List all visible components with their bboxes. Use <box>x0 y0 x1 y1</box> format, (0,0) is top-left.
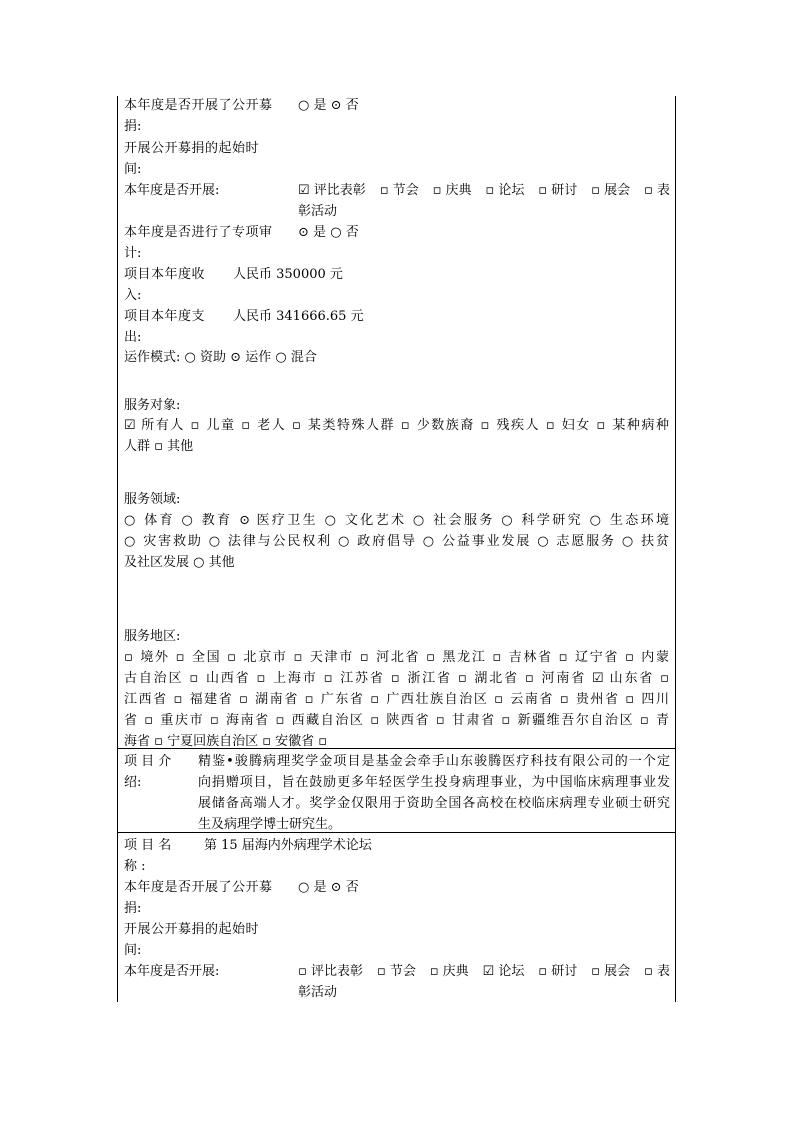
service-region-line-4: 省 ▫ 重庆市 ▫ 海南省 ▫ 西藏自治区 ▫ 陕西省 ▫ 甘肃省 ▫ 新疆维吾尔自治区 ▫ 青 <box>124 713 669 728</box>
checkbox-icon: ☑ <box>482 964 495 979</box>
radio-yes-icon: ⊙ <box>298 225 309 240</box>
intro-text-line-4: 生及病理学博士研究生。 <box>198 817 342 832</box>
service-region-label: 服务地区: <box>124 629 181 644</box>
option-item <box>485 183 524 199</box>
option-item <box>644 964 670 980</box>
option-item <box>433 183 472 199</box>
income-label-cont: 入: <box>124 288 142 303</box>
checkbox-icon: ▫ <box>644 964 653 979</box>
fundraising-start-label: 开展公开募捐的起始时 <box>124 141 260 156</box>
option-item <box>298 964 363 980</box>
radio-no-label: 否 <box>345 880 359 895</box>
option-label: 庆典 <box>442 964 469 979</box>
expense-value: 人民币 341666.65 元 <box>233 309 364 324</box>
special-audit-label-cont: 计: <box>124 246 142 261</box>
option-item <box>230 350 271 365</box>
option-item <box>377 964 416 980</box>
project-name-value: 第 15 届海内外病理学术论坛 <box>204 838 372 853</box>
checkbox-icon: ▫ <box>538 183 548 198</box>
intro-label: 项 目 介 <box>124 754 172 769</box>
option-item <box>185 350 227 365</box>
option-label: 表 <box>656 964 670 979</box>
radio-yes-label: 是 <box>313 880 327 895</box>
public-fundraising-label-cont: 捐: <box>124 119 142 134</box>
activities-options-cont: 彰活动 <box>298 204 338 219</box>
public-fundraising-label-2: 本年度是否开展了公开募 <box>124 880 273 895</box>
service-field-line-2: ○ 灾害救助 ○ 法律与公民权利 ○ 政府倡导 ○ 公益事业发展 ○ 志愿服务 ○ 扶贫 <box>124 534 669 549</box>
service-target-label: 服务对象: <box>124 398 181 413</box>
service-field-line-3: 及社区发展 ○ 其他 <box>124 555 235 570</box>
income-label: 项目本年度收 <box>124 267 206 282</box>
table-left-border <box>117 96 118 1002</box>
option-item <box>275 350 317 365</box>
operation-mode-options <box>185 350 317 365</box>
activities-label: 本年度是否开展: <box>124 183 220 198</box>
radio-no-label: 否 <box>345 225 359 240</box>
checkbox-icon: ▫ <box>432 183 442 198</box>
option-label: 论坛 <box>498 183 525 198</box>
option-label: 研讨 <box>551 183 578 198</box>
option-item <box>538 183 577 199</box>
option-label: 展会 <box>604 964 631 979</box>
activities-options <box>298 183 670 199</box>
service-region-line-5: 海省 ▫ 宁夏回族自治区 ▫ 安徽省 ▫ <box>124 734 328 749</box>
fundraising-start-label-2-cont: 间: <box>124 943 142 958</box>
checkbox-icon: ▫ <box>376 964 386 979</box>
activities-options-2-cont: 彰活动 <box>298 985 338 1000</box>
radio-no-icon: ⊙ <box>330 880 342 895</box>
service-region-line-2: 古自治区 ▫ 山西省 ▫ 上海市 ▫ 江苏省 ▫ 浙江省 ▫ 湖北省 ▫ 河南省 ☑ 山东省 ▫ <box>124 671 669 686</box>
activities-options-2 <box>298 964 670 980</box>
radio-yes-label: 是 <box>313 225 327 240</box>
radio-yes-label: 是 <box>313 98 327 113</box>
intro-text-line-1: 精鉴•骏腾病理奖学金项目是基金会牵手山东骏腾医疗科技有限公司的一个定 <box>198 754 670 769</box>
public-fundraising-options <box>298 98 359 114</box>
radio-no-icon: ○ <box>330 225 342 240</box>
fundraising-start-label-cont: 间: <box>124 162 142 177</box>
radio-no-label: 否 <box>345 98 359 113</box>
option-item <box>380 183 419 199</box>
checkbox-icon: ○ <box>275 350 287 365</box>
option-item <box>591 183 630 199</box>
special-audit-label: 本年度是否进行了专项审 <box>124 225 273 240</box>
intro-text-line-2: 向捐赠项目，旨在鼓励更多年轻医学生投身病理事业，为中国临床病理事业发 <box>198 775 670 790</box>
checkbox-icon: ▫ <box>644 183 653 198</box>
service-region-line-1: ▫ 境外 ▫ 全国 ▫ 北京市 ▫ 天津市 ▫ 河北省 ▫ 黑龙江 ▫ 吉林省 ▫ 辽宁省 ▫ 内蒙 <box>124 650 669 665</box>
option-item <box>430 964 469 980</box>
option-label: 评比表彰 <box>310 964 363 979</box>
table-right-border <box>675 96 676 1002</box>
checkbox-icon: ▫ <box>429 964 439 979</box>
checkbox-icon: ▫ <box>379 183 389 198</box>
operation-mode <box>124 350 317 366</box>
option-label: 研讨 <box>551 964 578 979</box>
checkbox-icon: ▫ <box>538 964 548 979</box>
income-value: 人民币 350000 元 <box>233 267 343 282</box>
public-fundraising-options-2 <box>298 880 359 896</box>
project-name-label-cont: 称 : <box>124 859 146 874</box>
checkbox-icon: ○ <box>184 350 196 365</box>
option-label: 资助 <box>200 350 227 365</box>
option-item <box>298 183 366 199</box>
public-fundraising-label: 本年度是否开展了公开募 <box>124 98 273 113</box>
checkbox-icon: ☑ <box>298 183 310 198</box>
option-label: 表 <box>656 183 670 198</box>
option-label: 混合 <box>290 350 317 365</box>
option-label: 庆典 <box>445 183 472 198</box>
checkbox-icon: ▫ <box>591 183 600 198</box>
option-label: 论坛 <box>498 964 525 979</box>
service-field-label: 服务领域: <box>124 492 181 507</box>
radio-yes-icon: ○ <box>298 880 310 895</box>
option-label: 运作 <box>245 350 272 365</box>
option-label: 节会 <box>392 183 419 198</box>
service-region-line-3: 江西省 ▫ 福建省 ▫ 湖南省 ▫ 广东省 ▫ 广西壮族自治区 ▫ 云南省 ▫ 贵州省 ▫ 四川 <box>124 692 669 707</box>
checkbox-icon: ▫ <box>298 964 307 979</box>
option-item <box>483 964 525 980</box>
option-item <box>538 964 577 980</box>
radio-no-icon: ⊙ <box>330 98 342 113</box>
checkbox-icon: ▫ <box>485 183 495 198</box>
fundraising-start-label-2: 开展公开募捐的起始时 <box>124 922 260 937</box>
checkbox-icon: ▫ <box>591 964 600 979</box>
option-label: 展会 <box>604 183 631 198</box>
intro-label-cont: 绍: <box>124 775 142 790</box>
radio-yes-icon: ○ <box>298 98 310 113</box>
project-name-label: 项 目 名 <box>124 838 172 853</box>
service-target-line-2: 人群 ▫ 其他 <box>124 439 194 454</box>
public-fundraising-label-2-cont: 捐: <box>124 901 142 916</box>
option-item <box>644 183 670 199</box>
service-target-line-1: ☑ 所有人 ▫ 儿童 ▫ 老人 ▫ 某类特殊人群 ▫ 少数族裔 ▫ 残疾人 ▫ 妇女 ▫ 某种病种 <box>124 418 669 433</box>
option-label: 评比表彰 <box>313 183 366 198</box>
option-item <box>591 964 630 980</box>
expense-label-cont: 出: <box>124 330 142 345</box>
service-field-line-1: ○ 体育 ○ 教育 ⊙ 医疗卫生 ○ 文化艺术 ○ 社会服务 ○ 科学研究 ○ 生态环境 <box>124 513 669 528</box>
activities-label-2: 本年度是否开展: <box>124 964 220 979</box>
operation-mode-label: 运作模式: <box>124 350 181 365</box>
option-label: 节会 <box>389 964 416 979</box>
checkbox-icon: ⊙ <box>230 350 242 365</box>
special-audit-options <box>298 225 359 241</box>
intro-text-line-3: 展储备高端人才。奖学金仅限用于资助全国各高校在校临床病理专业硕士研究 <box>198 796 670 811</box>
expense-label: 项目本年度支 <box>124 309 206 324</box>
